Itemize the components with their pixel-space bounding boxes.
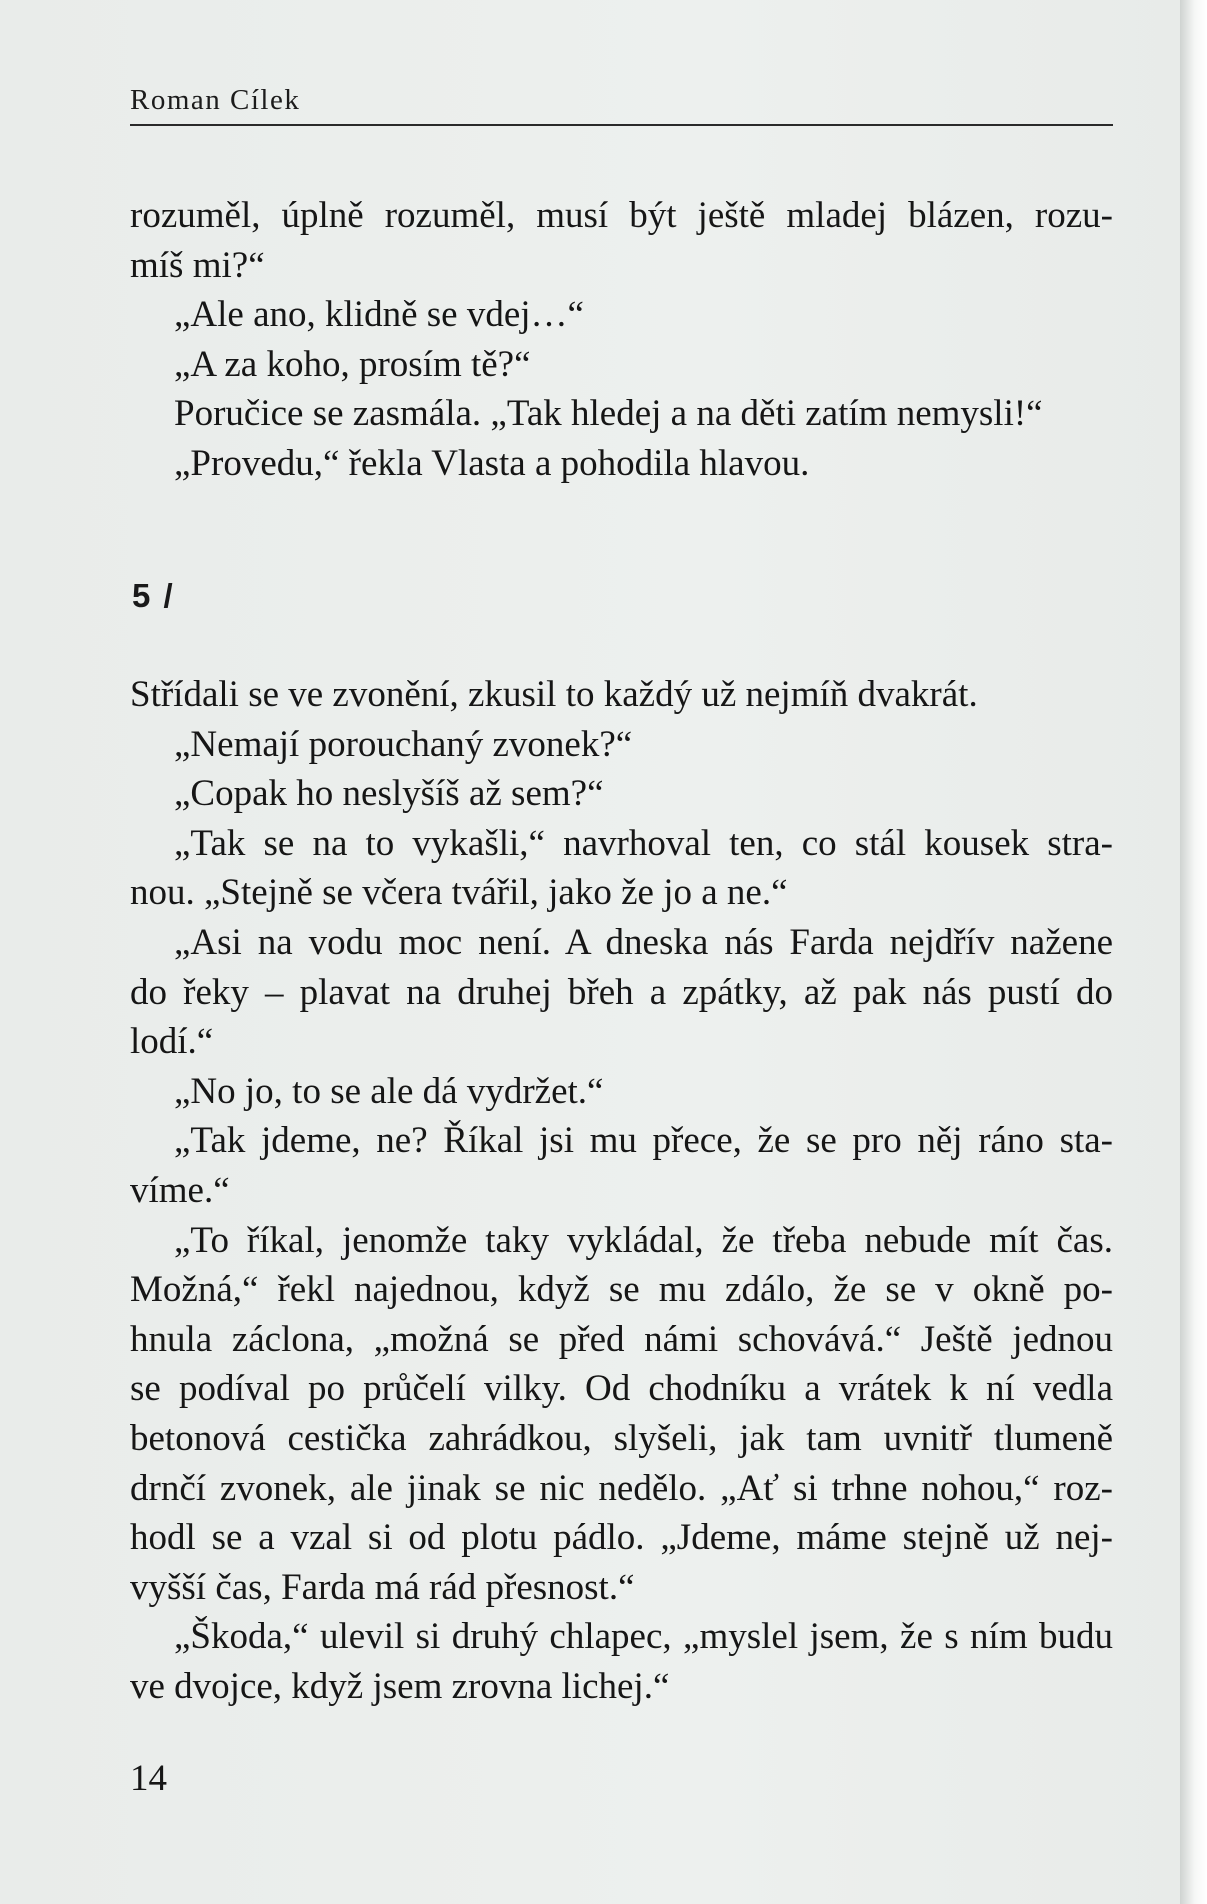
text-line: „No jo, to se ale dá vydržet.“ bbox=[174, 1070, 604, 1112]
text-line: „Provedu,“ řekla Vlasta a pohodila hlavou. bbox=[174, 442, 810, 484]
text-line: hnula záclona, „možná se před námi schovává.“ Ještě jednou bbox=[130, 1318, 1113, 1360]
text-line: Poručice se zasmála. „Tak hledej a na děti zatím nemysli!“ bbox=[174, 393, 1043, 435]
text-line: nou. „Stejně se včera tvářil, jako že jo a ne.“ bbox=[130, 872, 788, 914]
chapter-number: 5 / bbox=[132, 577, 175, 614]
text-line: „Ale ano, klidně se vdej…“ bbox=[174, 294, 584, 336]
text-line: vyšší čas, Farda má rád přesnost.“ bbox=[130, 1566, 635, 1608]
text-line: „Tak jdeme, ne? Říkal jsi mu přece, že se pro něj ráno sta- bbox=[174, 1120, 1113, 1162]
text-line: „Asi na vodu moc není. A dneska nás Farda nejdřív naženе bbox=[174, 921, 1113, 963]
text-line: ve dvojce, když jsem zrovna lichej.“ bbox=[130, 1665, 670, 1707]
text-line: betonová cestička zahrádkou, slyšeli, jak tam uvnitř tlumeně bbox=[130, 1417, 1113, 1459]
text-line: Střídali se ve zvonění, zkusil to každý už nejmíň dvakrát. bbox=[130, 674, 978, 715]
text-line: míš mi?“ bbox=[130, 244, 265, 286]
text-line: rozuměl, úplně rozuměl, musí být ještě mladej blázen, rozu- bbox=[130, 195, 1113, 236]
text-line: do řeky – plavat na druhej břeh a zpátky, až pak nás pustí do bbox=[130, 971, 1113, 1013]
text-line: hodl se a vzal si od plotu pádlo. „Jdeme, máme stejně už nej- bbox=[130, 1517, 1113, 1559]
text-line: „To říkal, jenomže taky vykládal, že třeba nebude mít čas. bbox=[174, 1219, 1113, 1261]
text-line: Možná,“ řekl najednou, když se mu zdálo, že se v okně po- bbox=[130, 1269, 1113, 1311]
text-block-2 bbox=[130, 670, 1113, 1711]
text-line: „Copak ho neslyšíš až sem?“ bbox=[174, 773, 604, 815]
text-line: „A za koho, prosím tě?“ bbox=[174, 343, 531, 385]
text-line: „Nemají porouchaný zvonek?“ bbox=[174, 723, 633, 765]
text-line: se podíval po průčelí vilky. Od chodníku a vrátek k ní vedla bbox=[130, 1368, 1113, 1410]
text-line: „Škoda,“ ulevil si druhý chlapec, „myslel jsem, že s ním budu bbox=[174, 1616, 1113, 1658]
text-line: lodí.“ bbox=[130, 1021, 214, 1063]
text-line: „Tak se na to vykašli,“ navrhoval ten, co stál kousek stra- bbox=[174, 822, 1113, 864]
page-edge bbox=[1180, 0, 1207, 1904]
running-head: Roman Cílek bbox=[130, 84, 301, 116]
text-block-1 bbox=[130, 191, 1113, 489]
header-rule bbox=[130, 124, 1113, 126]
text-line: drnčí zvonek, ale jinak se nic nedělo. „Ať si trhne nohou,“ roz- bbox=[130, 1467, 1113, 1509]
page-number: 14 bbox=[130, 1758, 167, 1799]
text-line: víme.“ bbox=[130, 1169, 230, 1211]
